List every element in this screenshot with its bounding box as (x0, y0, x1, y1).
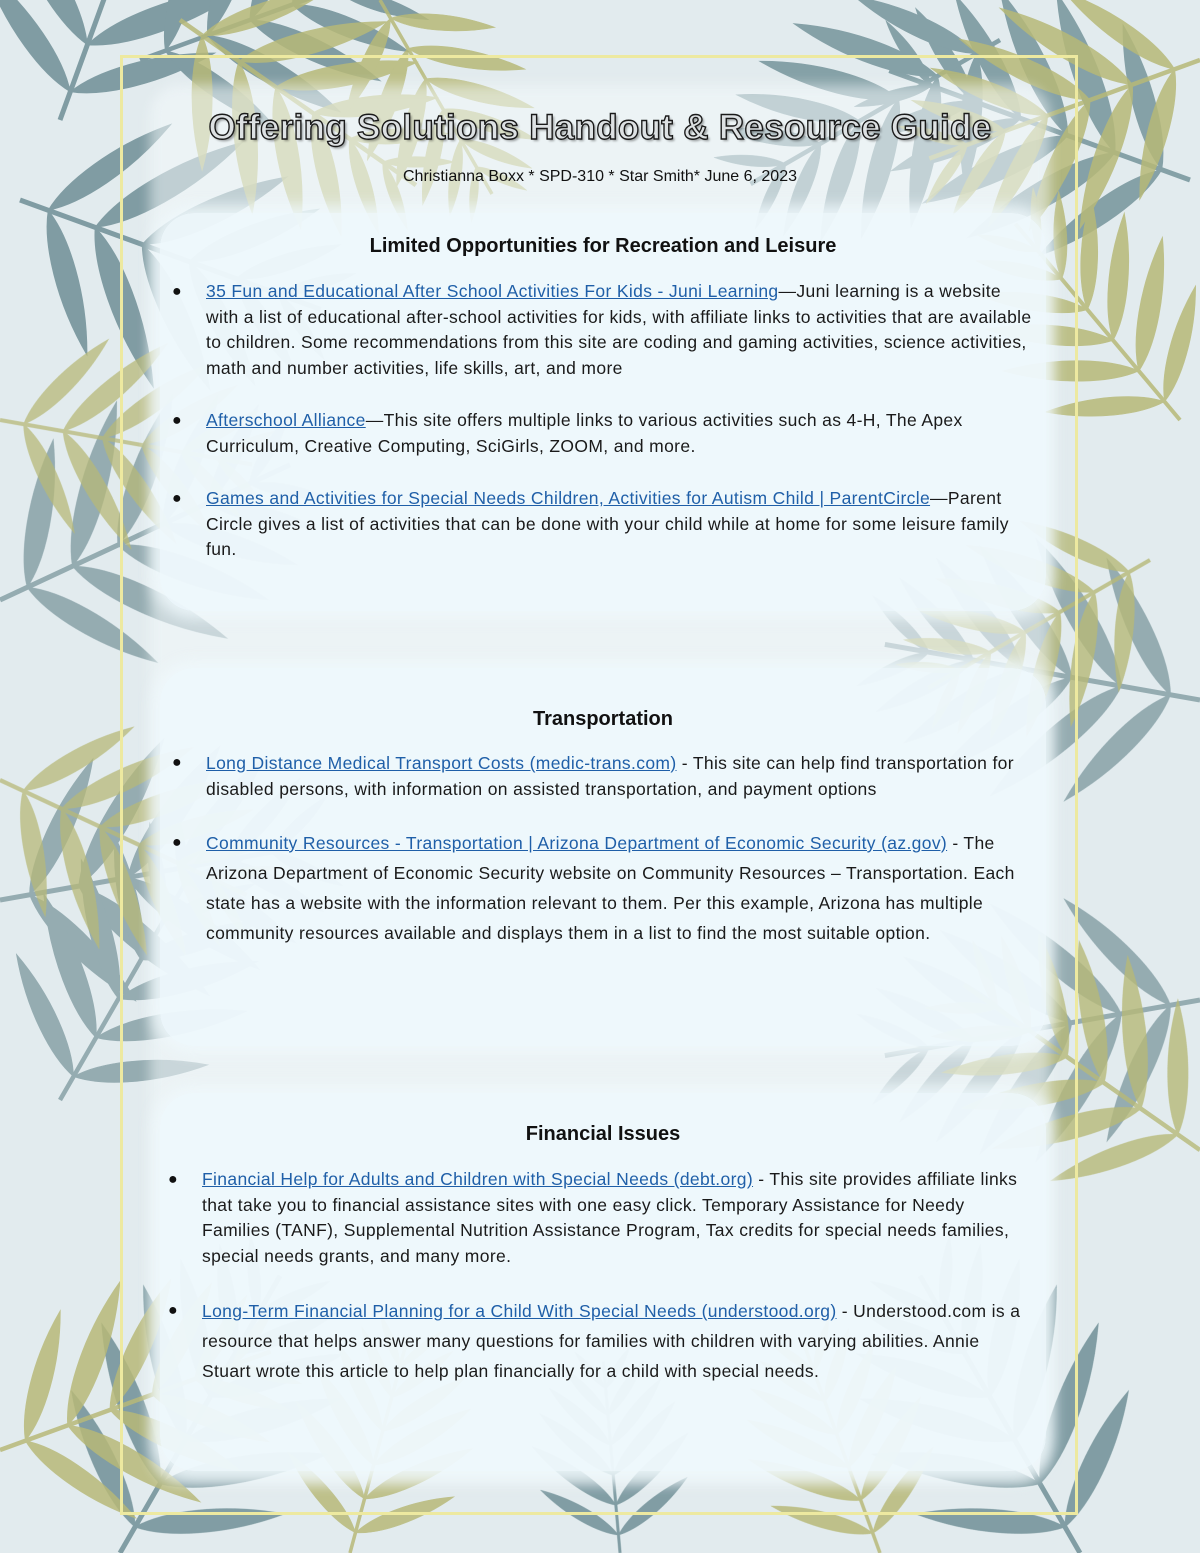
section-heading: Transportation (532, 708, 673, 730)
list-item (172, 750, 1036, 802)
bullet-icon: ● (172, 490, 183, 507)
bullet-icon: ● (168, 1302, 179, 1319)
bullet-icon: ● (172, 834, 183, 851)
resource-list (172, 279, 1036, 563)
resource-description: —Juni learning is a website with a list of educational after-school activities for kids, with affiliate links to activities that are available to children. Some recommendations from this site are coding and gaming activities, science activities, math and number activities, life skills, art, and more (206, 281, 1032, 378)
resource-link-afterschool-alliance[interactable]: Afterschool Alliance (206, 410, 366, 430)
resource-description: - This site can help find transportation for disabled persons, with information on assisted transportation, and payment options (206, 753, 1014, 799)
list-item (168, 1296, 1032, 1386)
list-item (172, 408, 1036, 459)
resource-description: - Understood.com is a resource that helps answer many questions for families with children with varying abilities. Annie Stuart wrote this article to help plan financially for a child with special needs. (202, 1301, 1021, 1381)
bullet-icon: ● (172, 412, 183, 429)
list-item (168, 1167, 1032, 1269)
author-line: Christianna Boxx * SPD-310 * Star Smith* June 6, 2023 (403, 168, 797, 185)
bullet-icon: ● (168, 1171, 179, 1188)
resource-description: —Parent Circle gives a list of activities that can be done with your child while at home for some leisure family fun. (206, 488, 1009, 559)
bullet-icon: ● (172, 283, 183, 300)
page-title: Offering Solutions Handout & Resource Guide (208, 108, 992, 147)
list-item (172, 486, 1036, 563)
resource-description: - This site provides affiliate links that take you to financial assistance sites with one easy click. Temporary Assistance for Needy Families (TANF), Supplemental Nutrition Assistance Program, Tax credits for special needs families, special needs grants, and many more. (202, 1169, 1018, 1266)
resource-list (168, 1167, 1032, 1386)
section-financial-issues (160, 1093, 1046, 1471)
resource-link-parentcircle[interactable]: Games and Activities for Special Needs Children, Activities for Autism Child | ParentCircle (206, 488, 931, 508)
bullet-icon: ● (172, 754, 183, 771)
resource-link-understood[interactable]: Long-Term Financial Planning for a Child With Special Needs (understood.org) (202, 1301, 837, 1321)
list-item (172, 828, 1036, 948)
resource-link-az-des[interactable]: Community Resources - Transportation | Arizona Department of Economic Security (az.gov) (206, 833, 948, 853)
section-heading: Financial Issues (525, 1123, 681, 1145)
resource-link-debt-org[interactable]: Financial Help for Adults and Children with Special Needs (debt.org) (202, 1169, 754, 1189)
resource-link-juni-learning[interactable]: 35 Fun and Educational After School Activities For Kids - Juni Learning (206, 281, 779, 301)
resource-description: —This site offers multiple links to various activities such as 4-H, The Apex Curriculum, Creative Computing, SciGirls, ZOOM, and more. (206, 410, 963, 456)
section-heading: Limited Opportunities for Recreation and Leisure (369, 235, 837, 257)
resource-list (172, 750, 1036, 948)
list-item (172, 279, 1036, 381)
resource-description: - The Arizona Department of Economic Security website on Community Resources – Transportation. Each state has a website with the information relevant to them. Per this example, Arizona has multiple community resources available and displays them in a list to find the most suitable option. (206, 833, 1015, 943)
section-transportation (160, 668, 1046, 1046)
section-recreation-leisure (160, 213, 1046, 611)
resource-link-medic-trans[interactable]: Long Distance Medical Transport Costs (medic-trans.com) (206, 753, 677, 773)
